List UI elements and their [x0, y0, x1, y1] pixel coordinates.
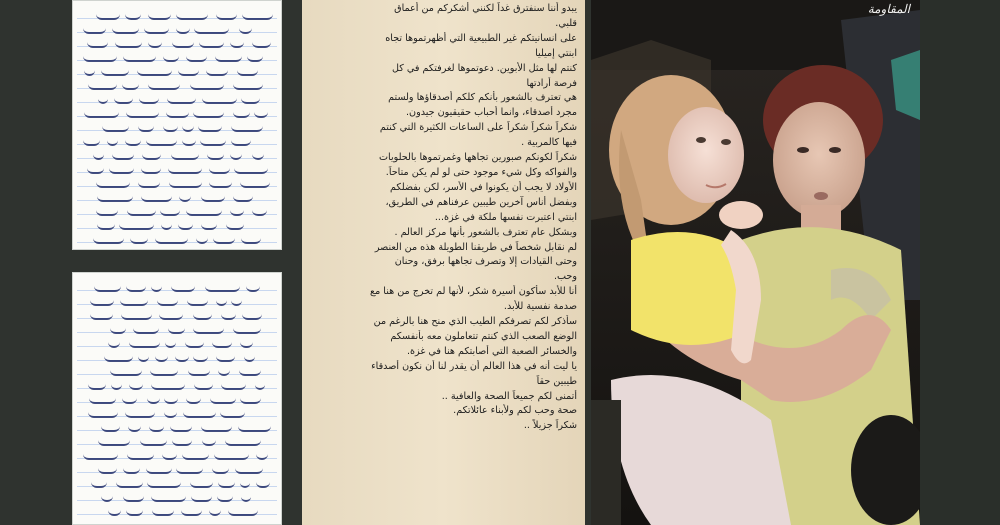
handwriting-stroke [94, 282, 120, 292]
handwriting-stroke [247, 52, 263, 62]
letter-line: على انسانيتكم غير الطبيعية التي أظهرتموها تجاه [385, 32, 577, 44]
handwriting-stroke [172, 38, 194, 48]
handwriting-stroke [83, 52, 117, 62]
handwriting-stroke [188, 366, 210, 376]
handwriting-stroke [137, 66, 172, 76]
handwriting-stroke [120, 296, 149, 306]
letter-line: أتمنى لكم جميعاً الصحة والعافية .. [441, 390, 577, 402]
handwriting-stroke [166, 108, 188, 118]
handwriting-stroke [109, 164, 135, 174]
handwriting-stroke [147, 478, 181, 488]
handwriting-stroke [233, 192, 253, 202]
handwriting-stroke [114, 94, 133, 104]
handwriting-stroke [242, 310, 262, 320]
handwriting-stroke [246, 282, 260, 292]
handwriting-stroke [193, 310, 212, 320]
letter-line: أنا للأبد سأكون أسيرة شكر، لأنها لم تخرج من هنا مع [370, 286, 577, 298]
letter-line: شكراً جزيلاً .. [523, 420, 577, 432]
handwriting-stroke [84, 66, 95, 76]
handwriting-stroke [201, 422, 232, 432]
handwriting-stroke [231, 296, 242, 306]
handwriting-stroke [93, 234, 125, 244]
handwriting-stroke [104, 352, 133, 362]
handwriting-stroke [126, 108, 159, 118]
handwriting-stroke [141, 192, 173, 202]
letter-line: يبدو أننا سنفترق غداً لكنني أشكركم من أعماق [394, 3, 577, 14]
handwriting-stroke [148, 10, 171, 20]
handwriting-stroke [221, 380, 246, 390]
handwriting-stroke [182, 136, 196, 146]
handwriting-stroke [185, 338, 203, 348]
letter-line: فرصة أرادتها [526, 77, 577, 89]
handwriting-stroke [217, 492, 233, 502]
handwriting-stroke [96, 178, 130, 188]
handwriting-stroke [186, 394, 201, 404]
handwriting-stroke [207, 150, 224, 160]
photo-woman-holding-child [591, 0, 920, 525]
handwriting-stroke [127, 206, 156, 216]
handwriting-stroke [125, 408, 155, 418]
handwritten-note-top [72, 0, 282, 250]
handwriting-stroke [215, 52, 242, 62]
handwriting-stroke [123, 492, 144, 502]
handwriting-stroke [221, 310, 235, 320]
handwriting-stroke [200, 136, 226, 146]
handwriting-stroke [212, 464, 229, 474]
handwriting-stroke [96, 206, 118, 216]
handwriting-stroke [122, 80, 139, 90]
handwriting-stroke [198, 122, 222, 132]
handwriting-stroke [146, 464, 172, 474]
handwriting-stroke [138, 178, 160, 188]
handwriting-stroke [186, 52, 206, 62]
handwriting-stroke [256, 478, 269, 488]
handwriting-stroke [228, 506, 258, 516]
handwriting-stroke [142, 150, 161, 160]
handwriting-stroke [152, 506, 174, 516]
photo-caption-watermark: ﺍﻟﻤﻘﺎﻭﻣﺔ [867, 2, 910, 16]
handwriting-stroke [150, 366, 178, 376]
handwriting-stroke [240, 478, 250, 488]
letter-line: ابنتي اعتبرت نفسها ملكة في غزة... [434, 211, 577, 223]
handwriting-stroke [162, 450, 177, 460]
handwriting-stroke [233, 324, 260, 334]
handwriting-stroke [144, 24, 169, 34]
letter-line: لم نقابل شخصاً في طريقنا الطويلة هذه من العنصر [374, 241, 577, 253]
handwriting-stroke [234, 164, 267, 174]
handwriting-stroke [101, 422, 120, 432]
letter-line: وبشكل عام تعترف بالشعور بأنها مركز العالم . [394, 226, 577, 238]
handwriting-stroke [193, 324, 224, 334]
handwriting-stroke [130, 234, 149, 244]
handwriting-stroke [157, 296, 178, 306]
handwriting-stroke [176, 464, 202, 474]
handwriting-stroke [112, 150, 134, 160]
handwriting-stroke [181, 506, 202, 516]
letter-line: هي تعترف بالشعور بأنكم كلكم أصدقاؤها ولستم [388, 92, 577, 104]
handwriting-stroke [83, 136, 100, 146]
letter-line: والفواكه وكل شيء موجود حتى لو لم يكن متاحاً. [385, 166, 577, 178]
handwriting-stroke [87, 38, 108, 48]
handwriting-stroke [147, 394, 160, 404]
handwriting-stroke [178, 66, 199, 76]
handwriting-stroke [252, 206, 266, 216]
handwriting-stroke [97, 220, 115, 230]
handwriting-stroke [151, 380, 185, 390]
handwriting-stroke [129, 338, 160, 348]
handwriting-stroke [201, 192, 225, 202]
handwriting-stroke [239, 366, 261, 376]
handwriting-stroke [83, 450, 118, 460]
letter-line: ابنتي إميليا [535, 47, 577, 59]
handwriting-stroke [87, 164, 105, 174]
handwriting-stroke [159, 310, 182, 320]
handwriting-stroke [202, 94, 237, 104]
handwriting-stroke [123, 52, 156, 62]
handwriting-stroke [233, 80, 262, 90]
handwriting-stroke [90, 310, 112, 320]
letter-line: صحة وحب لكم ولأبناء عائلاتكم. [453, 405, 577, 417]
handwriting-stroke [214, 450, 250, 460]
handwriting-stroke [88, 380, 105, 390]
handwriting-stroke [190, 80, 224, 90]
handwriting-stroke [190, 478, 214, 488]
letter-line: وبفضل أناس آخرين طيبين عرفناهم في الطريق، [385, 196, 577, 208]
handwriting-stroke [239, 24, 252, 34]
right-margin-strip [920, 0, 1000, 525]
handwriting-stroke [205, 282, 240, 292]
handwriting-stroke [212, 338, 232, 348]
handwriting-stroke [238, 422, 271, 432]
handwriting-stroke [193, 108, 224, 118]
handwriting-stroke [126, 506, 143, 516]
handwriting-stroke [133, 324, 159, 334]
handwriting-stroke [235, 464, 262, 474]
letter-line: الأولاد لا يجب أن يكونوا في الأسر، لكن بفضلكم [390, 181, 577, 193]
handwriting-stroke [140, 436, 167, 446]
letter-line: شكراً شكراً شكراً على الساعات الكثيرة التي كنتم [379, 122, 577, 134]
handwriting-stroke [110, 366, 143, 376]
handwriting-stroke [171, 150, 200, 160]
handwriting-stroke [201, 220, 217, 230]
handwriting-stroke [149, 422, 164, 432]
handwriting-stroke [101, 66, 129, 76]
letter-line: قلبي. [555, 17, 577, 29]
handwriting-stroke [209, 164, 230, 174]
letter-line: والخسائر الصعبة التي أصابتكم هنا في غزة. [406, 345, 577, 357]
letter-line: فيها كالمربية . [521, 137, 577, 149]
handwriting-stroke [169, 178, 202, 188]
handwriting-stroke [139, 94, 159, 104]
letter-line: وحب. [553, 271, 577, 283]
handwriting-stroke [93, 150, 103, 160]
handwriting-stroke [119, 220, 154, 230]
handwriting-stroke [146, 136, 177, 146]
photo-illustration [591, 0, 920, 525]
handwriting-stroke [171, 282, 196, 292]
handwriting-stroke [231, 136, 251, 146]
handwriting-stroke [233, 108, 250, 118]
handwriting-stroke [96, 10, 121, 20]
handwriting-stroke [110, 324, 126, 334]
handwriting-stroke [112, 24, 139, 34]
handwriting-stroke [89, 394, 116, 404]
handwriting-stroke [148, 80, 180, 90]
handwriting-stroke [155, 234, 188, 244]
handwriting-stroke [127, 450, 154, 460]
handwriting-stroke [218, 478, 235, 488]
handwriting-stroke [225, 436, 261, 446]
handwriting-stroke [240, 178, 270, 188]
handwriting-stroke [126, 282, 147, 292]
handwriting-stroke [115, 38, 142, 48]
handwriting-stroke [237, 66, 259, 76]
handwriting-stroke [241, 492, 251, 502]
arabic-letter-translation [302, 0, 585, 525]
handwriting-stroke [187, 296, 208, 306]
handwriting-stroke [240, 394, 261, 404]
handwriting-stroke [111, 380, 121, 390]
handwriting-stroke [125, 136, 141, 146]
handwriting-stroke [160, 206, 180, 216]
handwriting-stroke [216, 352, 235, 362]
handwriting-stroke [164, 394, 178, 404]
handwriting-stroke [125, 10, 141, 20]
handwriting-stroke [241, 234, 261, 244]
handwriting-stroke [230, 38, 244, 48]
handwriting-stroke [183, 408, 216, 418]
handwriting-stroke [172, 436, 193, 446]
letter-line: يا ليت أنه في هذا العالم أن يقدر لنا أن نكون أصدقاء [371, 360, 577, 372]
handwriting-stroke [182, 450, 209, 460]
handwriting-stroke [168, 164, 202, 174]
handwriting-stroke [151, 492, 186, 502]
handwriting-stroke [97, 192, 133, 202]
handwriting-stroke [252, 150, 264, 160]
handwriting-stroke [138, 122, 154, 132]
handwriting-stroke [90, 296, 114, 306]
handwriting-stroke [91, 478, 107, 488]
handwriting-stroke [220, 408, 245, 418]
handwriting-stroke [175, 352, 190, 362]
handwriting-stroke [98, 464, 117, 474]
handwriting-stroke [83, 24, 106, 34]
handwriting-stroke [88, 408, 117, 418]
handwriting-stroke [141, 164, 161, 174]
handwriting-stroke [241, 94, 260, 104]
letter-line: مجرد أصدقاء، وانما أحباب حقيقيون جيدون. [405, 107, 577, 119]
handwriting-stroke [98, 436, 131, 446]
handwriting-stroke [194, 380, 213, 390]
handwriting-stroke [216, 10, 237, 20]
handwriting-stroke [194, 24, 228, 34]
handwriting-stroke [84, 108, 120, 118]
handwriting-stroke [164, 408, 177, 418]
handwriting-stroke [163, 122, 177, 132]
handwriting-stroke [167, 94, 196, 104]
handwriting-stroke [116, 478, 143, 488]
handwriting-stroke [123, 464, 140, 474]
handwriting-stroke [186, 206, 222, 216]
handwriting-stroke [102, 122, 129, 132]
handwriting-stroke [242, 10, 272, 20]
handwritten-note-bottom [72, 272, 282, 525]
handwriting-stroke [206, 66, 227, 76]
letter-line: طيبين حقاً [536, 375, 577, 387]
letter-line: الوضع الصعب الذي كنتم تتعاملون معه بأنفسكم [390, 330, 577, 342]
handwriting-stroke [209, 506, 221, 516]
handwriting-stroke [108, 338, 120, 348]
handwriting-stroke [213, 234, 236, 244]
handwriting-stroke [210, 394, 236, 404]
letter-line: كنتم لها مثل الأبوين. دعوتموها لغرفتكم في كل [392, 62, 577, 74]
handwriting-stroke [88, 80, 117, 90]
handwriting-stroke [252, 38, 271, 48]
letter-line: وحتى القيادات إلا وتصرف تجاهها برفق، وحنان [394, 256, 577, 268]
handwriting-stroke [209, 178, 232, 188]
handwriting-stroke [199, 38, 223, 48]
letter-line: شكراً لكونكم صبورين تجاهها وغمرتموها بالحلويات [379, 152, 577, 164]
handwriting-stroke [216, 296, 227, 306]
handwriting-stroke [163, 52, 179, 62]
handwriting-stroke [168, 324, 185, 334]
letter-line: صدمة نفسية للأبد. [503, 301, 577, 313]
handwriting-stroke [191, 492, 213, 502]
handwriting-stroke [170, 422, 192, 432]
handwriting-stroke [231, 122, 263, 132]
handwriting-stroke [121, 310, 152, 320]
letter-line: سأذكر لكم تصرفكم الطيب الذي منح هنا بالرغم من [373, 316, 577, 328]
handwriting-stroke [226, 220, 244, 230]
handwriting-stroke [176, 10, 209, 20]
